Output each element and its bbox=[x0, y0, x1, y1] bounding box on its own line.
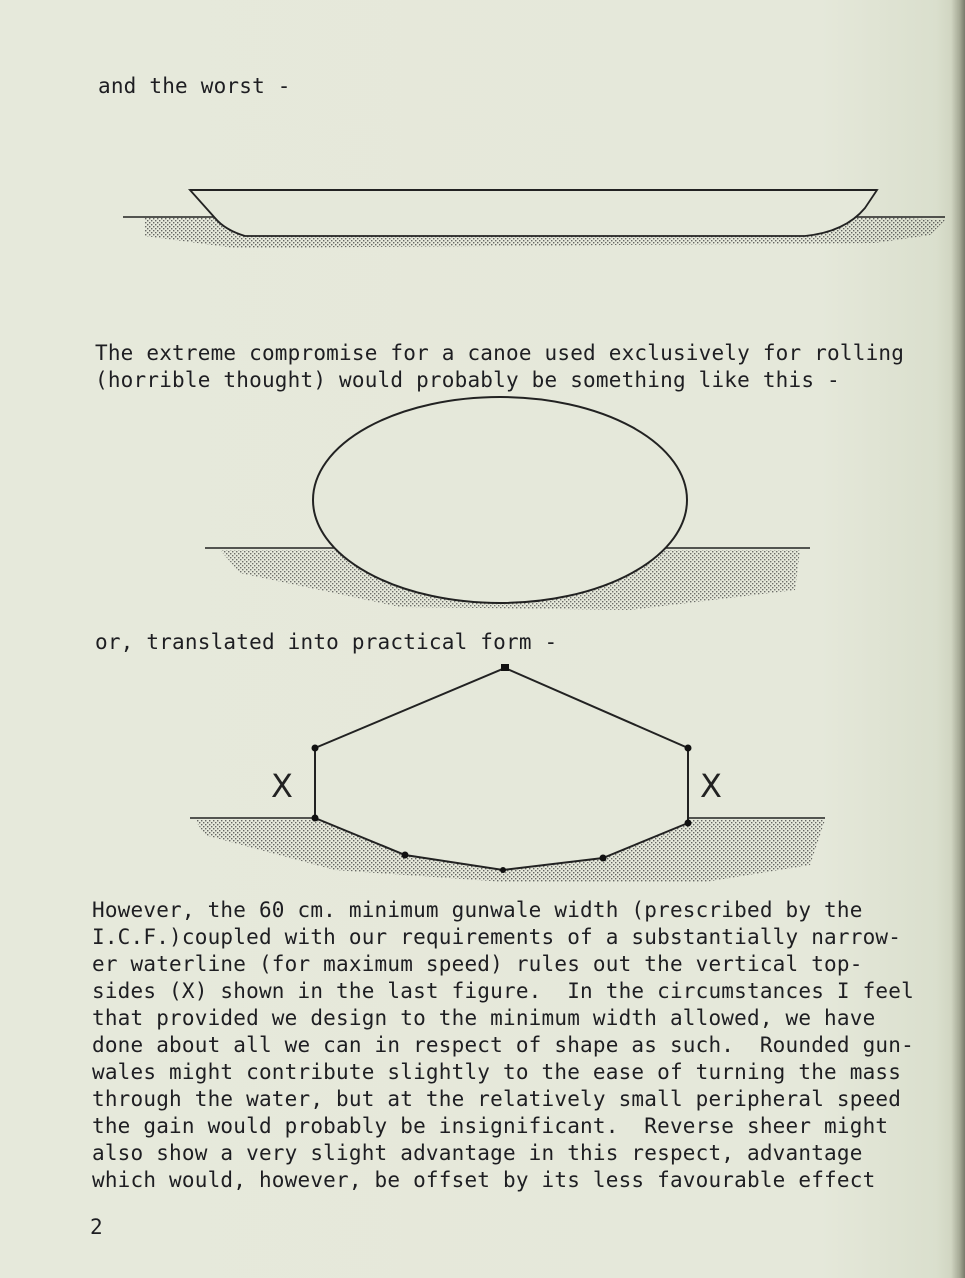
paragraph-2-line-4: sides (X) shown in the last figure. In the circumstances I feel bbox=[92, 979, 914, 1003]
transition-text: or, translated into practical form - bbox=[95, 630, 558, 654]
paragraph-2-line-11: which would, however, be offset by its less favourable effect bbox=[92, 1168, 876, 1192]
paragraph-2-line-2: I.C.F.)coupled with our requirements of a substantially narrow- bbox=[92, 925, 902, 949]
paragraph-1-line-1: The extreme compromise for a canoe used exclusively for rolling bbox=[95, 341, 905, 365]
label-x-left: X bbox=[271, 767, 293, 805]
figure-elliptical-hull bbox=[200, 395, 815, 615]
paragraph-2-line-3: er waterline (for maximum speed) rules out the vertical top- bbox=[92, 952, 863, 976]
paragraph-2-line-8: through the water, but at the relatively small peripheral speed bbox=[92, 1087, 902, 1111]
figure-flat-hull bbox=[115, 180, 950, 260]
paragraph-2-line-5: that provided we design to the minimum width allowed, we have bbox=[92, 1006, 876, 1030]
paragraph-2-line-1: However, the 60 cm. minimum gunwale width (prescribed by the bbox=[92, 898, 863, 922]
paragraph-2-line-10: also show a very slight advantage in this respect, advantage bbox=[92, 1141, 863, 1165]
practical-hull-outline bbox=[315, 668, 688, 870]
flat-hull-outline bbox=[190, 190, 877, 236]
figure-practical-hull bbox=[185, 660, 835, 890]
paragraph-2-line-9: the gain would probably be insignificant. Reverse sheer might bbox=[92, 1114, 889, 1138]
paragraph-2-line-6: done about all we can in respect of shape as such. Rounded gun- bbox=[92, 1033, 914, 1057]
book-spine-shadow bbox=[951, 0, 965, 1278]
paragraph-2-line-7: wales might contribute slightly to the ease of turning the mass bbox=[92, 1060, 902, 1084]
label-x-right: X bbox=[700, 767, 722, 805]
intro-text: and the worst - bbox=[98, 74, 291, 98]
elliptical-hull-outline bbox=[313, 397, 687, 603]
paragraph-1-line-2: (horrible thought) would probably be something like this - bbox=[95, 368, 840, 392]
page-number: 2 bbox=[90, 1215, 103, 1239]
